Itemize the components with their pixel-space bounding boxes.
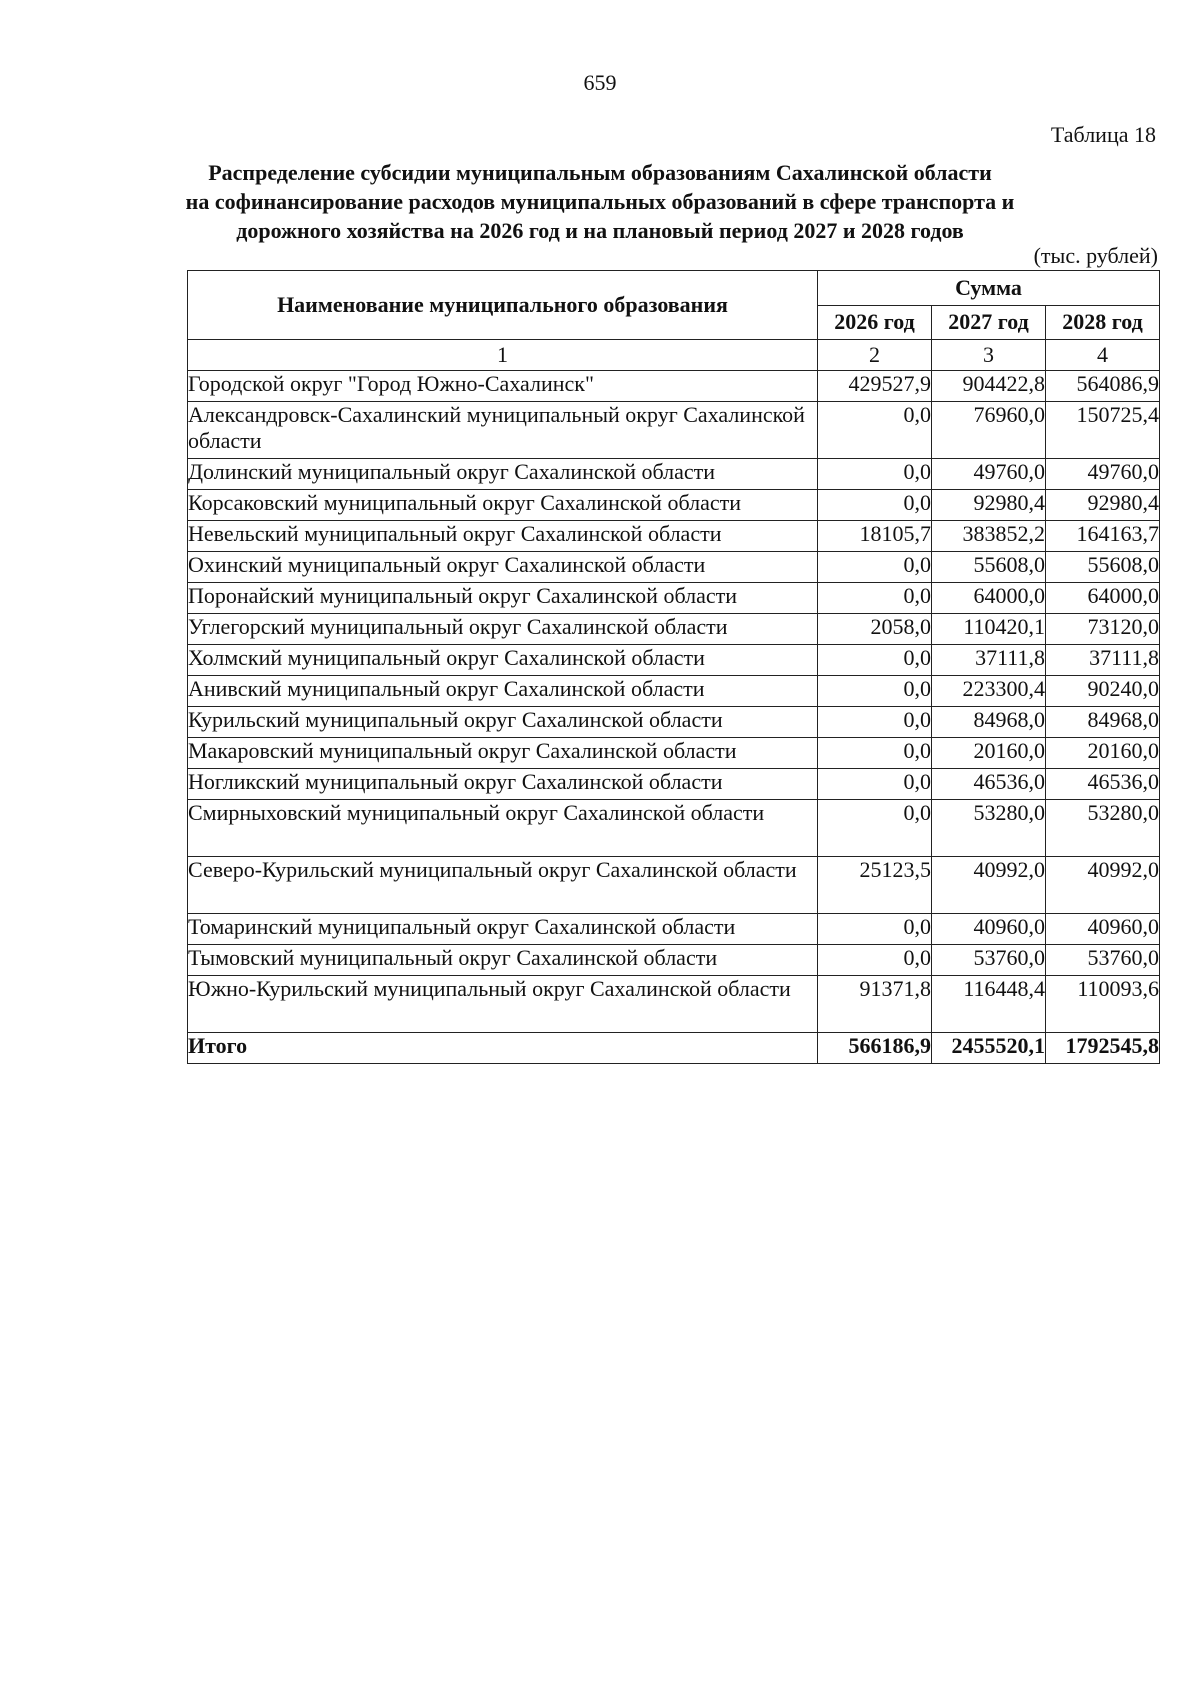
column-index: 4 <box>1046 340 1160 371</box>
column-index-row <box>188 340 1160 371</box>
value-2027: 53760,0 <box>932 945 1046 976</box>
value-2028: 564086,9 <box>1046 371 1160 402</box>
value-2028: 55608,0 <box>1046 552 1160 583</box>
value-2026: 0,0 <box>818 769 932 800</box>
row-name: Ногликский муниципальный округ Сахалинской области <box>188 769 818 800</box>
table-row <box>188 371 1160 402</box>
value-2027: 84968,0 <box>932 707 1046 738</box>
row-name: Анивский муниципальный округ Сахалинской области <box>188 676 818 707</box>
table-row <box>188 459 1160 490</box>
value-2028: 46536,0 <box>1046 769 1160 800</box>
row-name: Холмский муниципальный округ Сахалинской области <box>188 645 818 676</box>
table-row <box>188 645 1160 676</box>
value-2026: 2058,0 <box>818 614 932 645</box>
table-row <box>188 521 1160 552</box>
value-2026: 0,0 <box>818 800 932 857</box>
value-2026: 429527,9 <box>818 371 932 402</box>
value-2028: 49760,0 <box>1046 459 1160 490</box>
value-2026: 0,0 <box>818 738 932 769</box>
row-name: Невельский муниципальный округ Сахалинской области <box>188 521 818 552</box>
table-row <box>188 857 1160 914</box>
table-row <box>188 614 1160 645</box>
row-name: Томаринский муниципальный округ Сахалинской области <box>188 914 818 945</box>
table-label: Таблица 18 <box>1050 122 1156 147</box>
table-row <box>188 945 1160 976</box>
total-label: Итого <box>188 1033 818 1064</box>
value-2028: 150725,4 <box>1046 402 1160 459</box>
row-name: Смирныховский муниципальный округ Сахалинской области <box>188 800 818 857</box>
row-name: Долинский муниципальный округ Сахалинской области <box>188 459 818 490</box>
value-2026: 0,0 <box>818 490 932 521</box>
row-name: Корсаковский муниципальный округ Сахалинской области <box>188 490 818 521</box>
row-name: Макаровский муниципальный округ Сахалинской области <box>188 738 818 769</box>
value-2027: 92980,4 <box>932 490 1046 521</box>
title-line-1: Распределение субсидии муниципальным образованиям Сахалинской области <box>208 160 992 185</box>
value-2027: 904422,8 <box>932 371 1046 402</box>
table-row <box>188 769 1160 800</box>
value-2028: 164163,7 <box>1046 521 1160 552</box>
table-row <box>188 738 1160 769</box>
column-index: 2 <box>818 340 932 371</box>
value-2028: 110093,6 <box>1046 976 1160 1033</box>
value-2028: 40992,0 <box>1046 857 1160 914</box>
value-2027: 49760,0 <box>932 459 1046 490</box>
value-2026: 25123,5 <box>818 857 932 914</box>
value-2027: 46536,0 <box>932 769 1046 800</box>
header-sum: Сумма <box>818 271 1160 306</box>
value-2028: 37111,8 <box>1046 645 1160 676</box>
value-2028: 90240,0 <box>1046 676 1160 707</box>
total-2026: 566186,9 <box>818 1033 932 1064</box>
page-number: 659 <box>583 70 617 95</box>
row-name: Курильский муниципальный округ Сахалинской области <box>188 707 818 738</box>
table-row <box>188 490 1160 521</box>
value-2028: 53280,0 <box>1046 800 1160 857</box>
header-name: Наименование муниципального образования <box>188 271 818 340</box>
table-row <box>188 402 1160 459</box>
column-index: 3 <box>932 340 1046 371</box>
value-2027: 20160,0 <box>932 738 1046 769</box>
value-2026: 0,0 <box>818 707 932 738</box>
title-line-3: дорожного хозяйства на 2026 год и на плановый период 2027 и 2028 годов <box>236 218 964 243</box>
value-2027: 55608,0 <box>932 552 1046 583</box>
total-2028: 1792545,8 <box>1046 1033 1160 1064</box>
value-2027: 64000,0 <box>932 583 1046 614</box>
value-2028: 92980,4 <box>1046 490 1160 521</box>
table-title <box>150 158 1050 245</box>
value-2028: 40960,0 <box>1046 914 1160 945</box>
value-2028: 64000,0 <box>1046 583 1160 614</box>
value-2028: 84968,0 <box>1046 707 1160 738</box>
value-2026: 91371,8 <box>818 976 932 1033</box>
value-2027: 110420,1 <box>932 614 1046 645</box>
table-row <box>188 976 1160 1033</box>
header-year-2028: 2028 год <box>1046 305 1160 340</box>
value-2026: 0,0 <box>818 914 932 945</box>
row-name: Северо-Курильский муниципальный округ Сахалинской области <box>188 857 818 914</box>
total-2027: 2455520,1 <box>932 1033 1046 1064</box>
header-year-2026: 2026 год <box>818 305 932 340</box>
units-label: (тыс. рублей) <box>1033 243 1158 268</box>
row-name: Поронайский муниципальный округ Сахалинской области <box>188 583 818 614</box>
value-2027: 40960,0 <box>932 914 1046 945</box>
value-2027: 76960,0 <box>932 402 1046 459</box>
value-2028: 20160,0 <box>1046 738 1160 769</box>
value-2028: 53760,0 <box>1046 945 1160 976</box>
header-year-2027: 2027 год <box>932 305 1046 340</box>
subsidy-table <box>187 270 1160 1064</box>
row-name: Охинский муниципальный округ Сахалинской области <box>188 552 818 583</box>
value-2026: 0,0 <box>818 676 932 707</box>
value-2027: 223300,4 <box>932 676 1046 707</box>
value-2027: 383852,2 <box>932 521 1046 552</box>
value-2028: 73120,0 <box>1046 614 1160 645</box>
value-2027: 40992,0 <box>932 857 1046 914</box>
table-row <box>188 583 1160 614</box>
table-row <box>188 800 1160 857</box>
row-name: Александровск-Сахалинский муниципальный округ Сахалинской области <box>188 402 818 459</box>
total-row <box>188 1033 1160 1064</box>
table-row <box>188 676 1160 707</box>
value-2026: 0,0 <box>818 583 932 614</box>
table-row <box>188 707 1160 738</box>
row-name: Городской округ "Город Южно-Сахалинск" <box>188 371 818 402</box>
row-name: Тымовский муниципальный округ Сахалинской области <box>188 945 818 976</box>
table-row <box>188 552 1160 583</box>
value-2026: 0,0 <box>818 402 932 459</box>
value-2026: 0,0 <box>818 945 932 976</box>
column-index: 1 <box>188 340 818 371</box>
value-2026: 0,0 <box>818 645 932 676</box>
row-name: Углегорский муниципальный округ Сахалинской области <box>188 614 818 645</box>
value-2027: 116448,4 <box>932 976 1046 1033</box>
title-line-2: на софинансирование расходов муниципальных образований в сфере транспорта и <box>185 189 1015 214</box>
table-row <box>188 914 1160 945</box>
value-2026: 0,0 <box>818 459 932 490</box>
value-2026: 18105,7 <box>818 521 932 552</box>
value-2026: 0,0 <box>818 552 932 583</box>
value-2027: 53280,0 <box>932 800 1046 857</box>
value-2027: 37111,8 <box>932 645 1046 676</box>
row-name: Южно-Курильский муниципальный округ Сахалинской области <box>188 976 818 1033</box>
